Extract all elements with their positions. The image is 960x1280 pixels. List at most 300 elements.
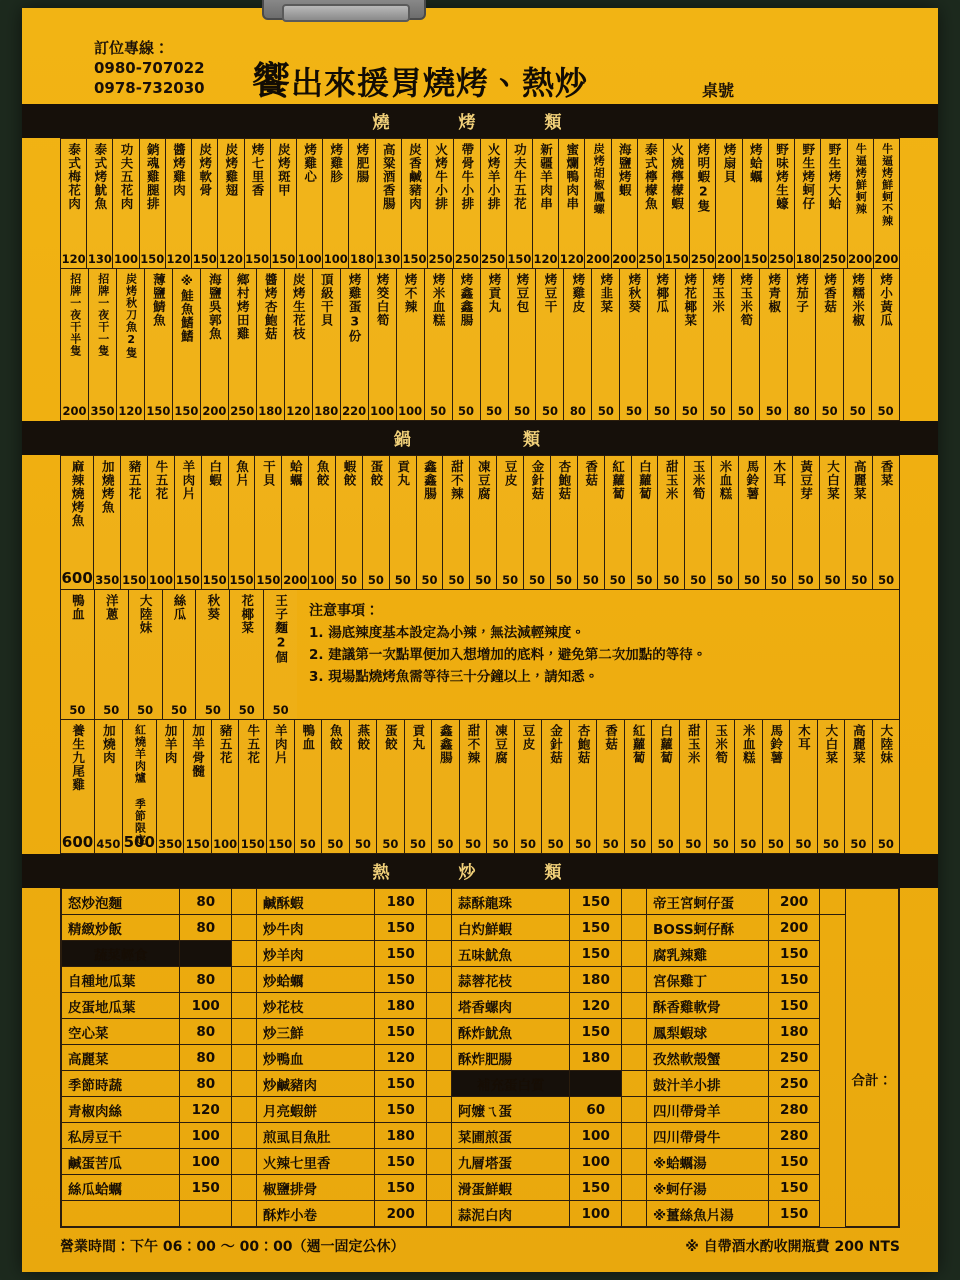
- menu-item-name: 紅燒羊肉爐 季節限定: [133, 724, 147, 846]
- dish-name[interactable]: 私房豆干: [62, 1123, 180, 1149]
- menu-item-name: 蜜爛鴨肉串: [564, 143, 580, 211]
- menu-item[interactable]: [818, 720, 846, 853]
- dish-price: 80: [180, 967, 232, 993]
- menu-item-price: 150: [256, 573, 281, 587]
- menu-item[interactable]: [257, 269, 285, 420]
- menu-item[interactable]: [323, 139, 349, 268]
- menu-item-name: 鴨血: [300, 724, 316, 751]
- menu-item[interactable]: [704, 269, 732, 420]
- menu-item[interactable]: [61, 720, 95, 853]
- menu-item[interactable]: [425, 269, 453, 420]
- dish-name[interactable]: 炒鹹豬肉: [257, 1071, 375, 1097]
- dish-name[interactable]: 蒜酥龍珠: [452, 889, 570, 915]
- menu-item[interactable]: [61, 456, 94, 589]
- menu-item-name: 烤花椰菜: [682, 273, 698, 327]
- menu-item[interactable]: [680, 720, 708, 853]
- stirfry-subheader[interactable]: 補充蛋白質: [452, 1071, 570, 1097]
- dish-name[interactable]: 宮保雞丁: [647, 967, 769, 993]
- menu-item[interactable]: [377, 720, 405, 853]
- menu-item[interactable]: [820, 456, 847, 589]
- dish-name[interactable]: 蒜泥白肉: [452, 1201, 570, 1227]
- dish-name[interactable]: 酥炸魷魚: [452, 1019, 570, 1045]
- dish-price: 180: [375, 1123, 427, 1149]
- dish-price: 180: [375, 889, 427, 915]
- table-row: [62, 941, 899, 967]
- menu-item[interactable]: [95, 720, 123, 853]
- menu-item-name: 玉米筍: [691, 460, 707, 501]
- dish-name[interactable]: 高麗菜: [62, 1045, 180, 1071]
- menu-item[interactable]: [638, 139, 664, 268]
- menu-item[interactable]: [336, 456, 363, 589]
- menu-item-price: 50: [602, 837, 619, 851]
- menu-item[interactable]: [163, 590, 197, 719]
- menu-item-name: 加燒肉: [101, 724, 117, 765]
- dish-name[interactable]: 四川帶骨羊: [647, 1097, 769, 1123]
- pot-block: [60, 455, 900, 854]
- menu-item-name: 鑫鑫腸: [422, 460, 438, 501]
- menu-item[interactable]: [585, 139, 611, 268]
- menu-item[interactable]: [229, 269, 257, 420]
- menu-item-name: 烤鑫鑫腸: [459, 273, 475, 327]
- menu-item[interactable]: [533, 139, 559, 268]
- dish-name[interactable]: 鹹酥蝦: [257, 889, 375, 915]
- menu-item[interactable]: [350, 720, 378, 853]
- menu-item[interactable]: [184, 720, 212, 853]
- dish-name[interactable]: 季節時蔬: [62, 1071, 180, 1097]
- menu-item-name: 大陸妹: [878, 724, 894, 765]
- menu-item[interactable]: [592, 269, 620, 420]
- menu-item[interactable]: [542, 720, 570, 853]
- menu-item-price: 100: [114, 252, 139, 266]
- dish-name[interactable]: ※薑絲魚片湯: [647, 1201, 769, 1227]
- menu-item[interactable]: [652, 720, 680, 853]
- menu-item[interactable]: [173, 269, 201, 420]
- menu-item[interactable]: [648, 269, 676, 420]
- clipboard-clip: [262, 0, 426, 20]
- menu-item[interactable]: [481, 269, 509, 420]
- menu-item[interactable]: [123, 720, 157, 853]
- menu-item-name: 魚餃: [315, 460, 331, 487]
- grill-row-2: [61, 269, 899, 421]
- menu-item-name: 王子麵2個: [273, 594, 289, 664]
- title-first-char: 饗: [252, 59, 292, 103]
- dish-name[interactable]: BOSS蚵仔酥: [647, 915, 769, 941]
- menu-item[interactable]: [87, 139, 113, 268]
- menu-item[interactable]: [94, 456, 121, 589]
- dish-name[interactable]: 怒炒泡麵: [62, 889, 180, 915]
- phone-1: 0980-707022: [94, 59, 205, 77]
- menu-item-price: 250: [638, 252, 663, 266]
- menu-item[interactable]: [166, 139, 192, 268]
- dish-name[interactable]: 皮蛋地瓜葉: [62, 993, 180, 1019]
- menu-item-price: 130: [376, 252, 401, 266]
- menu-item[interactable]: [676, 269, 704, 420]
- dish-name[interactable]: ※蚵仔湯: [647, 1175, 769, 1201]
- menu-item-price: 150: [202, 573, 227, 587]
- menu-item[interactable]: [297, 139, 323, 268]
- menu-item[interactable]: [793, 456, 820, 589]
- menu-item-name: 木耳: [771, 460, 787, 487]
- dish-price: 150: [375, 1071, 427, 1097]
- menu-item-price: 50: [382, 837, 399, 851]
- menu-item[interactable]: [376, 139, 402, 268]
- dish-name[interactable]: 酥炸肥腸: [452, 1045, 570, 1071]
- menu-item[interactable]: [685, 456, 712, 589]
- column-gap: [232, 1097, 257, 1123]
- menu-item-name: 火烤牛小排: [433, 143, 449, 211]
- menu-item[interactable]: [402, 139, 428, 268]
- menu-item-price: 50: [597, 404, 614, 418]
- menu-item[interactable]: [196, 590, 230, 719]
- menu-item-price: 100: [323, 252, 348, 266]
- menu-item[interactable]: [460, 720, 488, 853]
- menu-item[interactable]: [255, 456, 282, 589]
- dish-name[interactable]: 火辣七里香: [257, 1149, 375, 1175]
- dish-name[interactable]: 五味魷魚: [452, 941, 570, 967]
- menu-item-name: 紅蘿蔔: [631, 724, 647, 765]
- dish-name[interactable]: 炒三鮮: [257, 1019, 375, 1045]
- menu-item[interactable]: [61, 269, 89, 420]
- menu-item[interactable]: [564, 269, 592, 420]
- dish-price: 280: [768, 1123, 820, 1149]
- menu-item[interactable]: [873, 456, 899, 589]
- menu-item-name: 大白菜: [823, 724, 839, 765]
- menu-item-name: 高粱酒香腸: [381, 143, 397, 211]
- menu-item[interactable]: [282, 456, 309, 589]
- dish-name[interactable]: 酥香雞軟骨: [647, 993, 769, 1019]
- column-gap: [232, 967, 257, 993]
- menu-item[interactable]: [454, 139, 480, 268]
- menu-item[interactable]: [295, 720, 323, 853]
- menu-item[interactable]: [795, 139, 821, 268]
- menu-item-name: 凍豆腐: [493, 724, 509, 765]
- menu-item[interactable]: [735, 720, 763, 853]
- menu-item[interactable]: [872, 269, 899, 420]
- menu-item-price: 150: [229, 573, 254, 587]
- menu-item-price: 50: [555, 573, 572, 587]
- menu-item-price: 180: [795, 252, 820, 266]
- menu-item-price: 120: [286, 404, 311, 418]
- menu-item[interactable]: [481, 139, 507, 268]
- menu-item-name: 烤明蝦2隻: [695, 143, 711, 213]
- dish-price: 80: [180, 915, 232, 941]
- menu-item[interactable]: [760, 269, 788, 420]
- menu-item-price: 50: [717, 573, 734, 587]
- column-gap: [232, 1149, 257, 1175]
- column-gap: [427, 967, 452, 993]
- menu-item[interactable]: [658, 456, 685, 589]
- dish-name[interactable]: 絲瓜蛤蠣: [62, 1175, 180, 1201]
- dish-name[interactable]: 炒鴨血: [257, 1045, 375, 1071]
- menu-item[interactable]: [625, 720, 653, 853]
- menu-item-price: 150: [664, 252, 689, 266]
- menu-item[interactable]: [620, 269, 648, 420]
- menu-item[interactable]: [763, 720, 791, 853]
- menu-item-price: 150: [507, 252, 532, 266]
- menu-item[interactable]: [551, 456, 578, 589]
- menu-item[interactable]: [148, 456, 175, 589]
- menu-item[interactable]: [570, 720, 598, 853]
- column-gap: [622, 993, 647, 1019]
- menu-item[interactable]: [230, 590, 264, 719]
- menu-item[interactable]: [121, 456, 148, 589]
- dish-name[interactable]: 腐乳辣雞: [647, 941, 769, 967]
- menu-item[interactable]: [632, 456, 659, 589]
- menu-item-name: 甜不辣: [449, 460, 465, 501]
- menu-item[interactable]: [453, 269, 481, 420]
- menu-item[interactable]: [428, 139, 454, 268]
- menu-item[interactable]: [309, 456, 336, 589]
- menu-item[interactable]: [690, 139, 716, 268]
- menu-item[interactable]: [497, 456, 524, 589]
- menu-item[interactable]: [212, 720, 240, 853]
- dish-price: 150: [570, 915, 622, 941]
- menu-item[interactable]: [597, 720, 625, 853]
- menu-item-price: 50: [636, 573, 653, 587]
- total-box[interactable]: [845, 889, 899, 1227]
- dish-name[interactable]: 炒花枝: [257, 993, 375, 1019]
- dish-name[interactable]: 白灼鮮蝦: [452, 915, 570, 941]
- menu-item[interactable]: [515, 720, 543, 853]
- menu-item[interactable]: [271, 139, 297, 268]
- menu-item[interactable]: [739, 456, 766, 589]
- dish-name[interactable]: 精緻炒飯: [62, 915, 180, 941]
- menu-item-price: 50: [575, 837, 592, 851]
- dish-name[interactable]: 九層塔蛋: [452, 1149, 570, 1175]
- dish-price: 100: [180, 993, 232, 1019]
- note-item-1: 1. 湯底辣度基本設定為小辣，無法減輕辣度。: [309, 625, 585, 641]
- menu-item-name: 烤筊白筍: [375, 273, 391, 327]
- menu-item[interactable]: [848, 139, 874, 268]
- menu-item[interactable]: [202, 456, 229, 589]
- menu-item[interactable]: [509, 269, 537, 420]
- menu-item-price: 50: [272, 703, 289, 717]
- column-gap: [622, 1149, 647, 1175]
- menu-item[interactable]: [846, 456, 873, 589]
- dish-name[interactable]: 滑蛋鮮蝦: [452, 1175, 570, 1201]
- menu-item-name: 烤米血糕: [431, 273, 447, 327]
- menu-item[interactable]: [397, 269, 425, 420]
- dish-name[interactable]: 炒牛肉: [257, 915, 375, 941]
- menu-item-name: 鄉村烤田雞: [235, 273, 251, 341]
- menu-item-name: 火烤羊小排: [486, 143, 502, 211]
- menu-item-name: 海鹽吳郭魚: [207, 273, 223, 341]
- dish-name[interactable]: 煎虱目魚肚: [257, 1123, 375, 1149]
- menu-item[interactable]: [712, 456, 739, 589]
- dish-name[interactable]: 酥炸小卷: [257, 1201, 375, 1227]
- table-row: [62, 889, 899, 915]
- dish-name[interactable]: 青椒肉絲: [62, 1097, 180, 1123]
- menu-item[interactable]: [578, 456, 605, 589]
- menu-item-price: 120: [118, 404, 143, 418]
- menu-item[interactable]: [821, 139, 847, 268]
- column-gap: [427, 889, 452, 915]
- dish-name[interactable]: 塔香螺肉: [452, 993, 570, 1019]
- menu-item[interactable]: [192, 139, 218, 268]
- menu-item[interactable]: [61, 590, 95, 719]
- menu-item[interactable]: [341, 269, 369, 420]
- menu-item-price: 50: [877, 404, 894, 418]
- menu-item-price: 50: [653, 404, 670, 418]
- menu-item-price: 250: [690, 252, 715, 266]
- menu-item[interactable]: [605, 456, 632, 589]
- menu-item[interactable]: [390, 456, 417, 589]
- menu-item[interactable]: [743, 139, 769, 268]
- menu-item-price: 150: [245, 252, 270, 266]
- menu-item[interactable]: [218, 139, 244, 268]
- dish-name[interactable]: 蒜蓉花枝: [452, 967, 570, 993]
- menu-item-name: 香菇: [603, 724, 619, 751]
- table-row: [62, 1071, 899, 1097]
- menu-item[interactable]: [845, 720, 873, 853]
- menu-item[interactable]: [140, 139, 166, 268]
- menu-item[interactable]: [707, 720, 735, 853]
- menu-item[interactable]: [264, 590, 297, 719]
- phone-2: 0978-732030: [94, 79, 205, 97]
- table-row: [62, 915, 899, 941]
- menu-item[interactable]: [559, 139, 585, 268]
- menu-item-price: 50: [486, 404, 503, 418]
- column-gap: [427, 1071, 452, 1097]
- menu-item[interactable]: [664, 139, 690, 268]
- menu-item-name: 野生烤蚵仔: [800, 143, 816, 211]
- menu-item[interactable]: [129, 590, 163, 719]
- menu-item-price: 150: [140, 252, 165, 266]
- menu-item[interactable]: [313, 269, 341, 420]
- menu-item-name: 絲瓜: [172, 594, 187, 621]
- menu-item[interactable]: [524, 456, 551, 589]
- menu-item[interactable]: [322, 720, 350, 853]
- menu-item[interactable]: [95, 590, 129, 719]
- dish-name[interactable]: 炒羊肉: [257, 941, 375, 967]
- title-rest: 出來援胃燒烤、熱炒: [291, 64, 589, 102]
- menu-item-name: 功夫五花肉: [119, 143, 135, 211]
- menu-sheet: [22, 8, 938, 1272]
- menu-item[interactable]: [245, 139, 271, 268]
- menu-item[interactable]: [417, 456, 444, 589]
- menu-item-name: 米血糕: [741, 724, 757, 765]
- menu-item[interactable]: [507, 139, 533, 268]
- menu-item[interactable]: [369, 269, 397, 420]
- menu-item[interactable]: [788, 269, 816, 420]
- menu-item[interactable]: [816, 269, 844, 420]
- menu-item[interactable]: [470, 456, 497, 589]
- menu-item[interactable]: [349, 139, 375, 268]
- pot-row-2: [61, 590, 297, 719]
- dish-name[interactable]: 空心菜: [62, 1019, 180, 1045]
- menu-item[interactable]: [229, 456, 256, 589]
- dish-name[interactable]: ※蛤蠣湯: [647, 1149, 769, 1175]
- menu-item[interactable]: [873, 720, 900, 853]
- menu-item-price: 50: [709, 404, 726, 418]
- column-gap: [232, 1045, 257, 1071]
- menu-item[interactable]: [201, 269, 229, 420]
- menu-item[interactable]: [844, 269, 872, 420]
- dish-name[interactable]: 椒鹽排骨: [257, 1175, 375, 1201]
- dish-price: 150: [570, 941, 622, 967]
- menu-item-name: 木耳: [796, 724, 812, 751]
- menu-item-name: 烤香菇: [822, 273, 838, 314]
- menu-item-name: 烤雞胗: [328, 143, 344, 184]
- dish-price: 150: [768, 993, 820, 1019]
- column-gap: [427, 1045, 452, 1071]
- menu-item-name: 甜玉米: [664, 460, 680, 501]
- stirfry-block: [60, 888, 900, 1228]
- menu-item[interactable]: [175, 456, 202, 589]
- dish-name[interactable]: 月亮蝦餅: [257, 1097, 375, 1123]
- dish-name[interactable]: 鳳梨蝦球: [647, 1019, 769, 1045]
- menu-item-price: 250: [481, 252, 506, 266]
- menu-item-price: 100: [297, 252, 322, 266]
- dish-name[interactable]: 炒蛤蠣: [257, 967, 375, 993]
- menu-item-price: 50: [513, 404, 530, 418]
- menu-item[interactable]: [113, 139, 139, 268]
- menu-item-name: 大白菜: [825, 460, 841, 501]
- menu-item[interactable]: [61, 139, 87, 268]
- menu-item[interactable]: [732, 269, 760, 420]
- dish-name[interactable]: 孜然軟殼蟹: [647, 1045, 769, 1071]
- menu-item-price: 80: [793, 404, 810, 418]
- menu-item[interactable]: [487, 720, 515, 853]
- menu-item[interactable]: [874, 139, 899, 268]
- menu-item-price: 50: [877, 837, 894, 851]
- menu-item-name: 魚餃: [328, 724, 344, 751]
- menu-item-price: 50: [437, 837, 454, 851]
- column-gap: [232, 889, 257, 915]
- menu-item[interactable]: [716, 139, 742, 268]
- menu-item-price: 200: [848, 252, 873, 266]
- menu-item[interactable]: [239, 720, 267, 853]
- menu-item[interactable]: [117, 269, 145, 420]
- dish-name[interactable]: 帝王宮蚵仔蛋: [647, 889, 769, 915]
- menu-item[interactable]: [769, 139, 795, 268]
- menu-item-price: 600: [61, 833, 94, 851]
- menu-item-price: 180: [258, 404, 283, 418]
- dish-price: 150: [180, 1175, 232, 1201]
- menu-item[interactable]: [405, 720, 433, 853]
- menu-item[interactable]: [267, 720, 295, 853]
- menu-item-name: 醬烤雞肉: [171, 143, 187, 197]
- dish-name[interactable]: 自種地瓜葉: [62, 967, 180, 993]
- menu-item[interactable]: [790, 720, 818, 853]
- menu-item-price: 200: [717, 252, 742, 266]
- menu-item[interactable]: [285, 269, 313, 420]
- dish-name[interactable]: 阿嬤ㄟ蛋: [452, 1097, 570, 1123]
- menu-item-price: 50: [681, 404, 698, 418]
- menu-item[interactable]: [157, 720, 185, 853]
- dish-name[interactable]: 四川帶骨牛: [647, 1123, 769, 1149]
- menu-item-price: 200: [202, 404, 227, 418]
- menu-item[interactable]: [536, 269, 564, 420]
- menu-item[interactable]: [612, 139, 638, 268]
- stirfry-subheader[interactable]: 蔬菜輕食: [62, 941, 180, 967]
- dish-name[interactable]: 菜圃煎蛋: [452, 1123, 570, 1149]
- menu-item[interactable]: [766, 456, 793, 589]
- menu-item[interactable]: [432, 720, 460, 853]
- menu-item-name: 牛逼烤鮮蚵不辣: [880, 143, 894, 227]
- menu-item-price: 150: [146, 404, 171, 418]
- menu-item[interactable]: [145, 269, 173, 420]
- business-hours: 營業時間：下午 06：00 ～ 00：00（週一固定公休）: [60, 1239, 405, 1255]
- menu-item[interactable]: [363, 456, 390, 589]
- menu-item-name: 泰式梅花肉: [66, 143, 82, 211]
- menu-item[interactable]: [89, 269, 117, 420]
- menu-item[interactable]: [443, 456, 470, 589]
- menu-item-price: 100: [310, 573, 335, 587]
- menu-item-price: 350: [158, 837, 183, 851]
- dish-name[interactable]: 鹹蛋苦瓜: [62, 1149, 180, 1175]
- dish-name[interactable]: 鼓汁羊小排: [647, 1071, 769, 1097]
